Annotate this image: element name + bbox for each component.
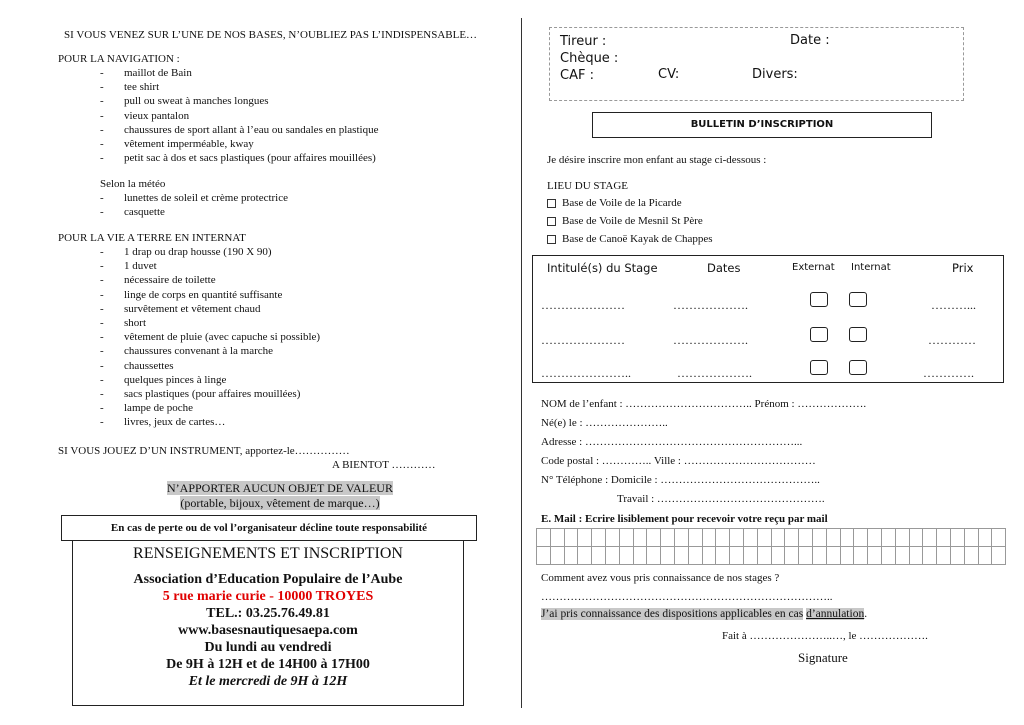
bulletin-title: BULLETIN D’INSCRIPTION [690,119,834,130]
office-fields [560,33,618,84]
stage-table [532,255,1004,383]
page-divider [521,18,522,708]
checkbox-icon[interactable] [547,217,556,226]
row-prix[interactable]: ………… [928,333,976,347]
terre-list [100,245,320,429]
contact-block [73,571,463,690]
loss-notice: En cas de perte ou de vol l’organisateur décline toute responsabilité [110,522,428,534]
internat-checkbox[interactable] [849,360,867,375]
col-intitule: Intitulé(s) du Stage [547,261,658,275]
externat-checkbox[interactable] [810,327,828,342]
lieu-option[interactable]: Base de Voile de la Picarde [547,194,713,212]
list-item: - 1 drap ou drap housse (190 X 90) [100,245,320,259]
disposition-statement: J’ai pris connaissance des dispositions applicables en cas d’annulation. [541,608,868,620]
intro-text: Je désire inscrire mon enfant au stage ci-dessous : [547,154,767,166]
list-item: - tee shirt [100,80,378,94]
source-answer-field[interactable]: …………………………………………………………………….. [541,591,833,603]
wednesday-hours: Et le mercredi de 9H à 12H [188,674,348,689]
open-days: Du lundi au vendredi [204,640,332,655]
cheque-field: Chèque : [560,51,619,66]
list-item: - nécessaire de toilette [100,273,320,287]
internat-checkbox[interactable] [849,327,867,342]
checklist-header: SI VOUS VENEZ SUR L’UNE DE NOS BASES, N’OUBLIEZ PAS L’INDISPENSABLE… [64,29,478,41]
list-item: - petit sac à dos et sacs plastiques (pour affaires mouillées) [100,151,378,165]
row-prix[interactable]: ………... [931,298,976,312]
list-item: - chaussures convenant à la marche [100,344,320,358]
list-item: - maillot de Bain [100,66,378,80]
list-item: - survêtement et vêtement chaud [100,302,320,316]
col-dates: Dates [707,261,741,275]
navigation-title: POUR LA NAVIGATION : [58,53,180,65]
instrument-note: SI VOUS JOUEZ D’UN INSTRUMENT, apportez-le…………… [58,445,350,457]
info-title: RENSEIGNEMENTS ET INSCRIPTION [133,545,403,562]
work-phone-field[interactable]: Travail : ………………………………………. [617,493,825,505]
email-input-grid[interactable] [536,528,1006,565]
fait-field[interactable]: Fait à …………………..…, le ………………. [722,630,928,642]
list-item: - chaussures de sport allant à l’eau ou sandales en plastique [100,123,378,137]
address-field[interactable]: Adresse : …………………………………………………... [541,436,803,448]
list-item: - lunettes de soleil et crème protectrice [100,191,288,205]
postal-city-field[interactable]: Code postal : ………….. Ville : ……………………………… [541,455,816,467]
list-item: - short [100,316,320,330]
meteo-list [100,191,288,219]
date-field: Date : [790,33,830,48]
website-link[interactable]: www.basesnautiquesaepa.com [178,623,358,638]
list-item: - livres, jeux de cartes… [100,415,320,429]
address: 5 rue marie curie - 10000 TROYES [162,589,374,604]
list-item: - casquette [100,205,288,219]
open-hours: De 9H à 12H et de 14H00 à 17H00 [166,657,370,672]
checkbox-icon[interactable] [547,199,556,208]
caf-field: CAF : [560,68,594,83]
row-dates[interactable]: ………………. [673,333,748,347]
list-item: - quelques pinces à linge [100,373,320,387]
col-externat: Externat [792,262,835,273]
list-item: - sacs plastiques (pour affaires mouillées) [100,387,320,401]
externat-checkbox[interactable] [810,360,828,375]
lieu-option[interactable]: Base de Canoë Kayak de Chappes [547,230,713,248]
externat-checkbox[interactable] [810,292,828,307]
row-intitule[interactable]: ………………… [541,298,625,312]
list-item: - linge de corps en quantité suffisante [100,288,320,302]
loss-notice-box [61,515,477,541]
valuables-warning [160,481,400,511]
source-question: Comment avez vous pris connaissance de nos stages ? [541,572,780,584]
lieu-title: LIEU DU STAGE [547,180,628,192]
row-prix[interactable]: …………. [923,366,974,380]
row-intitule[interactable]: ………………… [541,333,625,347]
row-dates[interactable]: ………………. [673,298,748,312]
col-prix: Prix [952,261,974,275]
list-item: - 1 duvet [100,259,320,273]
tireur-field: Tireur : [560,34,607,49]
list-item: - vêtement de pluie (avec capuche si possible) [100,330,320,344]
list-item: - lampe de poche [100,401,320,415]
list-item: - pull ou sweat à manches longues [100,94,378,108]
navigation-list [100,66,378,165]
row-dates[interactable]: ………………. [677,366,752,380]
phone: TEL.: 03.25.76.49.81 [206,606,330,621]
email-label: E. Mail : Ecrire lisiblement pour recevoir votre reçu par mail [541,513,828,525]
list-item: - chaussettes [100,359,320,373]
internat-checkbox[interactable] [849,292,867,307]
terre-title: POUR LA VIE A TERRE EN INTERNAT [58,232,246,244]
lieu-option[interactable]: Base de Voile de Mesnil St Père [547,212,713,230]
warning-line: (portable, bijoux, vêtement de marque…) [180,496,380,510]
checkbox-icon[interactable] [547,235,556,244]
cv-field: CV: [658,67,680,82]
row-intitule[interactable]: ………………….. [541,366,631,380]
meteo-title: Selon la météo [100,178,166,190]
association-name: Association d’Education Populaire de l’Aube [133,572,403,587]
warning-line: N’APPORTER AUCUN OBJET DE VALEUR [167,481,393,495]
office-use-box [549,27,964,101]
birthdate-field[interactable]: Né(e) le : ………………….. [541,417,668,429]
col-internat: Internat [851,262,891,273]
divers-field: Divers: [752,67,798,82]
home-phone-field[interactable]: N° Téléphone : Domicile : …………………………………….. [541,474,820,486]
list-item: - vêtement imperméable, kway [100,137,378,151]
list-item: - vieux pantalon [100,109,378,123]
bulletin-title-box [592,112,932,138]
info-box [72,540,464,706]
bientot-text: A BIENTOT ………… [332,459,436,471]
lieu-options [547,194,713,248]
signature-label: Signature [798,650,848,665]
nom-field[interactable]: NOM de l’enfant : …………………………….. Prénom : ………………. [541,398,867,410]
